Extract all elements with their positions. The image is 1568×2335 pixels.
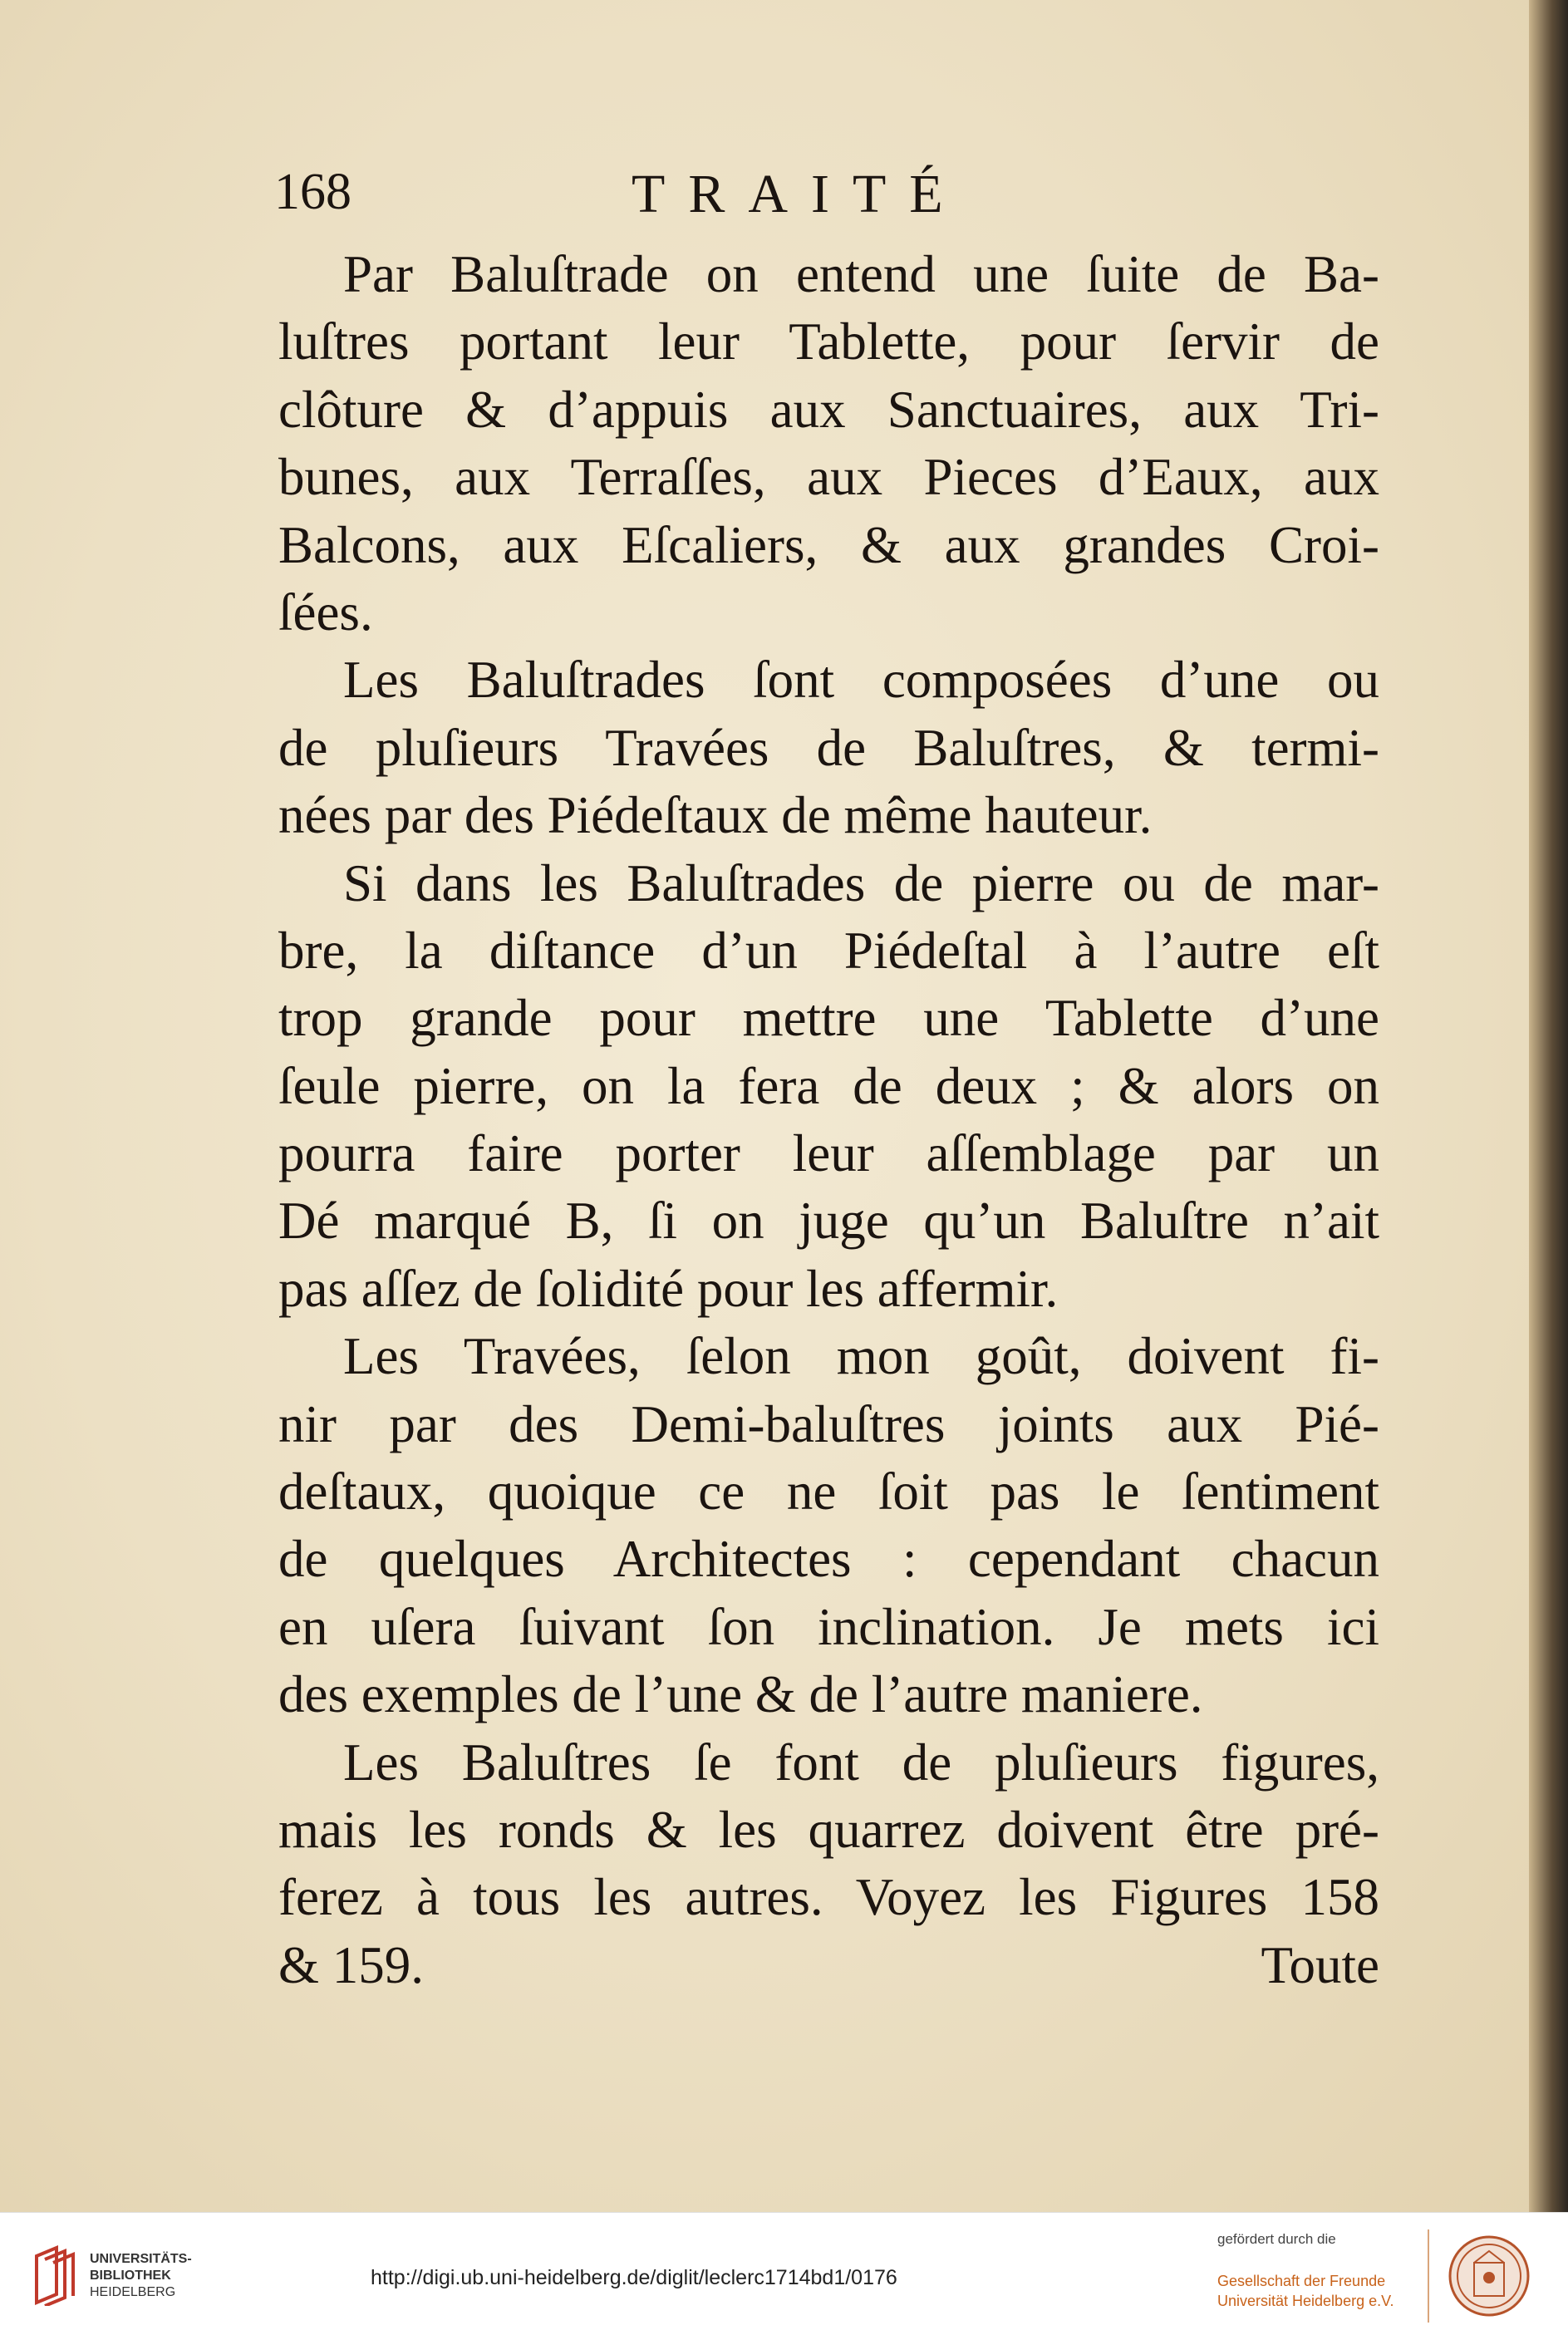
text-line: ſeule pierre, on la fera de deux ; & alors on xyxy=(278,1056,1379,1115)
text-line: Si dans les Baluſtrades de pierre ou de mar- xyxy=(343,853,1379,912)
library-name xyxy=(90,2251,192,2301)
university-seal-icon xyxy=(1448,2234,1531,2318)
text-line: nir par des Demi-baluſtres joints aux Pié- xyxy=(278,1394,1379,1453)
text-line: deſtaux, quoique ce ne ſoit pas le ſentiment xyxy=(278,1462,1379,1521)
text-line: ferez à tous les autres. Voyez les Figures 158 xyxy=(278,1868,1379,1927)
text-line: Les Baluſtres ſe font de pluſieurs figures, xyxy=(343,1733,1379,1792)
sponsor-name-line: Gesellschaft der Freunde xyxy=(1217,2273,1386,2289)
page-number: 168 xyxy=(274,164,351,220)
sponsor-name-line: Universität Heidelberg e.V. xyxy=(1217,2293,1394,2309)
library-logo-icon xyxy=(32,2244,81,2306)
library-name-line: BIBLIOTHEK xyxy=(90,2269,171,2283)
text-line: en uſera ſuivant ſon inclination. Je mets ici xyxy=(278,1597,1379,1656)
text-line: Dé marqué B, ſi on juge qu’un Baluſtre n’ait xyxy=(278,1192,1379,1251)
library-name-line: UNIVERSITÄTS- xyxy=(90,2252,192,2266)
permalink-url[interactable]: http://digi.ub.uni-heidelberg.de/diglit/leclerc1714bd1/0176 xyxy=(371,2266,897,2289)
footer-bar xyxy=(0,2212,1568,2335)
text-line: Balcons, aux Eſcaliers, & aux grandes Croi- xyxy=(278,515,1379,574)
text-line: bre, la diſtance d’un Piédeſtal à l’autre eſt xyxy=(278,921,1379,980)
text-line: ſées. xyxy=(278,583,373,642)
page-edge-shadow xyxy=(1529,0,1568,2212)
text-line: des exemples de l’une & de l’autre maniere. xyxy=(278,1665,1203,1724)
text-line: Par Baluſtrade on entend une ſuite de Ba- xyxy=(343,245,1379,303)
text-line: Les Baluſtrades ſont composées d’une ou xyxy=(343,651,1379,710)
sponsor-label: gefördert durch die xyxy=(1217,2231,1336,2247)
text-line: luſtres portant leur Tablette, pour ſervir de xyxy=(278,312,1379,371)
page-header xyxy=(274,163,1396,238)
running-title: TRAITÉ xyxy=(632,164,966,224)
text-line: clôture & d’appuis aux Sanctuaires, aux Tri- xyxy=(278,380,1379,439)
text-line: pas aſſez de ſolidité pour les affermir. xyxy=(278,1259,1059,1318)
text-line: Les Travées, ſelon mon goût, doivent fi- xyxy=(343,1327,1379,1386)
text-line-last xyxy=(278,1932,1379,1999)
text-line: bunes, aux Terraſſes, aux Pieces d’Eaux, aux xyxy=(278,448,1379,507)
text-line: de pluſieurs Travées de Baluſtres, & termi- xyxy=(278,718,1379,777)
sponsor-name xyxy=(1217,2271,1394,2311)
text-line: pourra faire porter leur aſſemblage par un xyxy=(278,1124,1379,1183)
text-line: trop grande pour mettre une Tablette d’une xyxy=(278,989,1379,1048)
library-name-line: HEIDELBERG xyxy=(90,2285,176,2299)
body-text xyxy=(278,241,1379,1999)
divider xyxy=(1428,2229,1429,2323)
catchword: Toute xyxy=(1261,1935,1379,1994)
text-line: nées par des Piédeſtaux de même hauteur. xyxy=(278,786,1153,845)
figure-reference: & 159. xyxy=(278,1935,425,1994)
text-line: de quelques Architectes : cependant chacun xyxy=(278,1530,1379,1589)
text-line: mais les ronds & les quarrez doivent être pré- xyxy=(278,1800,1379,1859)
